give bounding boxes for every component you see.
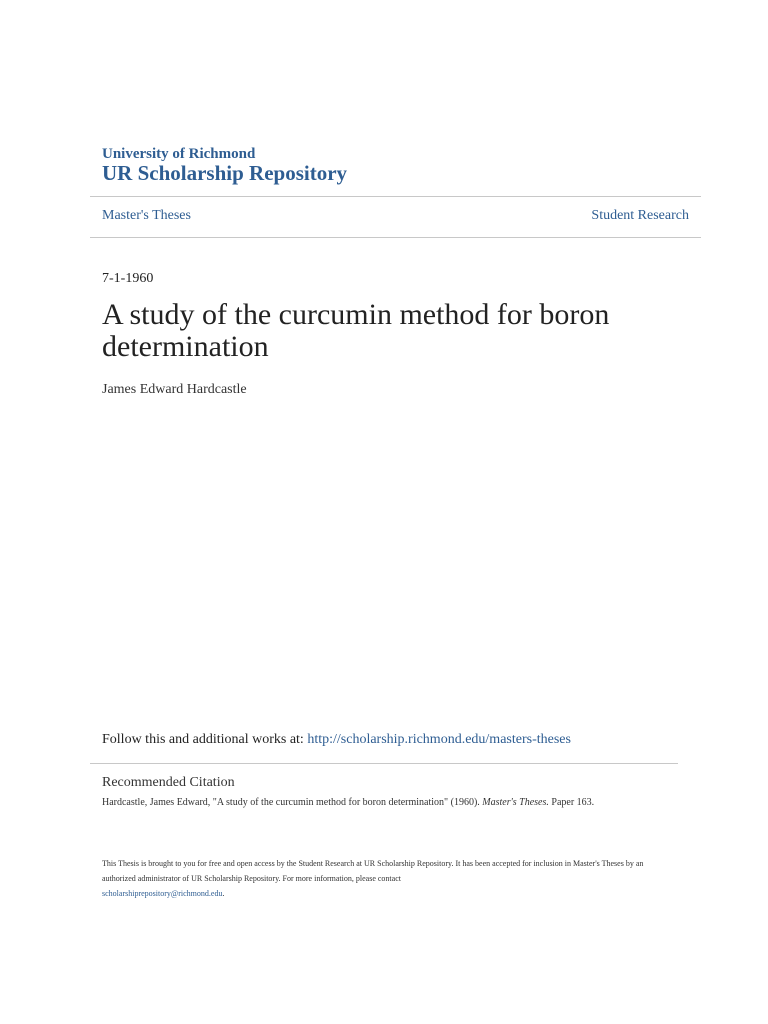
university-name: University of Richmond [102,146,256,162]
document-title: A study of the curcumin method for boron determination [102,298,610,363]
collection-url-link[interactable]: http://scholarship.richmond.edu/masters-theses [307,732,571,747]
citation-heading: Recommended Citation [102,775,235,790]
author-name: James Edward Hardcastle [102,382,247,397]
top-divider [90,196,701,197]
nav-divider [90,237,701,238]
contact-email-link[interactable]: scholarshiprepository@richmond.edu [102,889,223,898]
citation-text [102,796,594,810]
publication-date: 7-1-1960 [102,271,154,286]
citation-divider [90,763,678,764]
citation-paper: Paper 163. [551,797,595,808]
masters-theses-link[interactable]: Master's Theses [102,208,191,223]
citation-journal: Master's Theses. [482,797,549,808]
repository-name[interactable]: UR Scholarship Repository [102,161,348,185]
access-notice [102,856,662,901]
student-research-link[interactable]: Student Research [591,208,689,223]
citation-main: Hardcastle, James Edward, "A study of the curcumin method for boron determination" (1960). [102,797,480,808]
notice-period: . [222,889,225,898]
follow-line [102,731,571,749]
follow-text: Follow this and additional works at: [102,732,304,747]
notice-text: This Thesis is brought to you for free and open access by the Student Research at UR Scholarship Repository. It has been accepted for inclusion in Master's Theses by an authorized administrator of UR Scholarship Repository. For more information, please contact [102,859,644,883]
